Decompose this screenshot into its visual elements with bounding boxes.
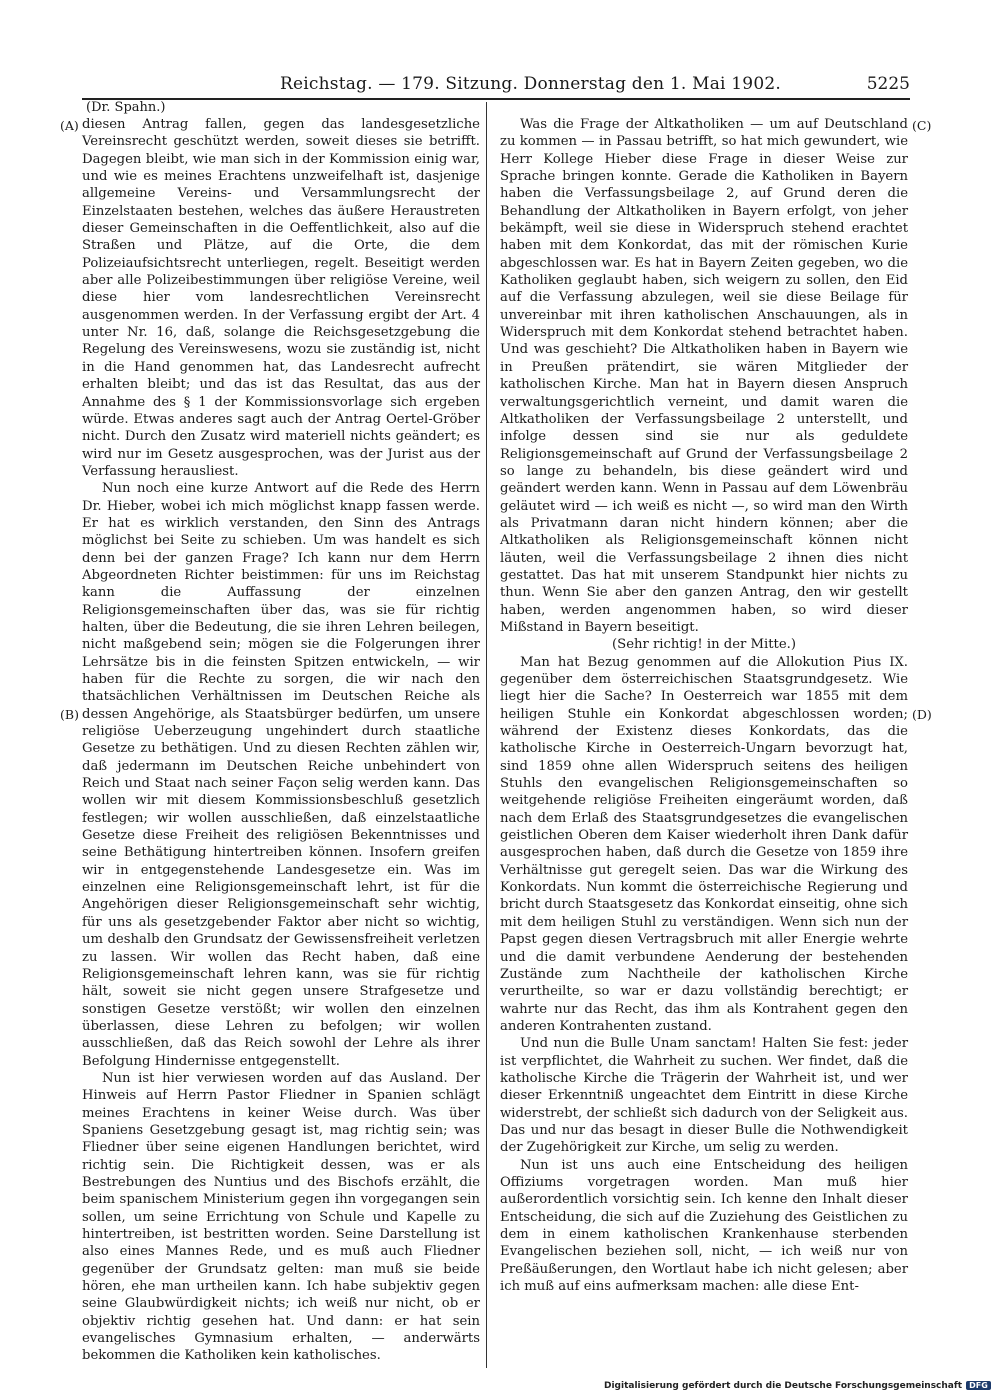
- paragraph: Nun noch eine kurze Antwort auf die Rede des Herrn Dr. Hieber, wobei ich mich möglichst knapp fassen werde. Er hat es wirklich verstanden, den Sinn des Antrags möglichst bei Seite zu schieben. Um was handelt es sich denn bei der ganzen Frage? Ich kann nur dem Herrn Abgeordneten Richter beistimmen: für uns im Reichstag kann die Auffassung der einzelnen Religionsgemeinschaften über das, was sie für richtig halten, über die Bedeutung, die sie ihren Lehren beilegen, nicht maßgebend sein; mögen sie die Folgerungen ihrer Lehrsätze bis in die feinsten Spitzen entwickeln, — wir haben für die Rechte zu sorgen, die wir nach den thatsächlichen Verhältnissen im Deutschen Reiche als dessen Angehörige, als Staatsbürger bedürfen, um unsere religiöse Ueberzeugung ungehindert durch staatliche Gesetze zu bethätigen. Und zu diesen Rechten zählen wir, daß jedermann im Deutschen Reiche unbehindert von Reich und Staat nach seiner Façon selig werden kann. Das wollen wir mit diesem Kommissionsbeschluß gesetzlich festlegen; wir wollen ausschließen, daß einzelstaatliche Gesetze diese Freiheit des religiösen Bekenntnisses und seine Bethätigung hintertreiben können. Insofern greifen wir in entgegenstehende Landesgesetze ein. Was im einzelnen eine Religionsgemeinschaft lehrt, ist für die Angehörigen dieser Religionsgemeinschaft sehr wichtig, für uns als gesetzgebender Faktor aber nicht so wichtig, um deshalb den Grundsatz der Gewissensfreiheit verletzen zu lassen. Wir wollen das Recht haben, daß eine Religionsgemeinschaft lehren kann, was sie für richtig hält, soweit sie nicht gegen unsere Strafgesetze und sonstigen Gesetze verstößt; wir wollen den einzelnen überlassen, diese Lehren zu befolgen; wir wollen ausschließen, daß das Reich sowohl der Lehre als ihrer Befolgung Hindernisse entgegenstellt.: [82, 481, 480, 1069]
- paragraph: diesen Antrag fallen, gegen das landesgesetzliche Vereinsrecht geschützt werden, soweit dieses sie betrifft. Dagegen bleibt, wie man sich in der Kommission einig war, und wie es meines Erachtens unzweifelhaft ist, dasjenige allgemeine Vereins- und Versammlungsrecht der Einzelstaaten bestehen, welches das äußere Heraustreten dieser Gemeinschaften in die Oeffentlichkeit, also auf die Straßen und Plätze, auf die Orte, die dem Polizeiaufsichtsrecht unterliegen, regelt. Beseitigt werden aber alle Polizeibestimmungen über religiöse Vereine, weil diese hier vom landesrechtlichen Vereinsrecht ausgenommen werden. In der Verfassung ergibt der Art. 4 unter Nr. 16, daß, solange die Reichsgesetzgebung die Regelung des Vereinswesens, wozu sie zuständig ist, nicht in die Hand genommen hat, das Landesrecht aufrecht erhalten bleibt; und das ist das Resultat, das aus der Annahme des § 1 der Kommissionsvorlage sich ergeben würde. Etwas anderes sagt auch der Antrag Oertel-Gröber nicht. Durch den Zusatz wird materiell nichts geändert; es wird nur im Gesetz ausgesprochen, was der Jurist aus der Verfassung herausliest.: [82, 117, 480, 479]
- dfg-logo: DFG: [966, 1381, 991, 1390]
- running-header: [80, 74, 910, 96]
- header-title: Reichstag. — 179. Sitzung. Donnerstag den 1. Mai 1902.: [280, 74, 781, 94]
- paragraph: Nun ist hier verwiesen worden auf das Ausland. Der Hinweis auf Herrn Pastor Fliedner in Spanien schlägt meines Erachtens in keiner Weise durch. Was über Spaniens Gesetzgebung gesagt ist, mag richtig sein; was Fliedner über seine eigenen Handlungen berichtet, wird richtig sein. Die Richtigkeit dessen, was er als Bestrebungen des Nuntius und des Bischofs erzählt, die beim spanischem Ministerium gegen ihn vorgegangen sein sollen, um seine Errichtung von Schule und Kapelle zu hintertreiben, ist bestritten worden. Seine Darstellung ist also eines Mannes Rede, und es muß auch Fliedner gegenüber der Grundsatz gelten: man muß sie beide hören, ehe man urtheilen kann. Ich habe subjektiv gegen seine Glaubwürdigkeit nichts; ich weiß nur nicht, ob er objektiv richtig gesehen hat. Und dann: er hat sein evangelisches Gymnasium erhalten, — anderwärts bekommen die Katholiken kein katholisches.: [82, 1070, 480, 1364]
- footer: [604, 1381, 991, 1391]
- margin-label-a: (A): [60, 118, 79, 133]
- margin-label-c: (C): [912, 118, 932, 133]
- right-column: [500, 116, 908, 1295]
- margin-label-b: (B): [60, 707, 79, 722]
- header-rule: [82, 98, 910, 100]
- page-number: 5225: [866, 74, 910, 94]
- left-column: [82, 116, 480, 1365]
- interjection: (Sehr richtig! in der Mitte.): [612, 637, 796, 653]
- speaker-name: (Dr. Spahn.): [86, 100, 166, 115]
- column-divider: [486, 102, 487, 1368]
- paragraph: Was die Frage der Altkatholiken — um auf Deutschland zu kommen — in Passau betrifft, so hat mich gewundert, wie Herr Kollege Hieber diese Frage in dieser Weise zur Sprache bringen konnte. Gerade die Katholiken in Bayern haben die Verfassungsbeilage 2, auf Grund deren die Behandlung der Altkatholiken in Bayern erfolgt, von jeher bekämpft, weil sie diese in Widerspruch stehend erachtet haben mit dem Konkordat, das mit der römischen Kurie abgeschlossen war. Es hat in Bayern Zeiten gegeben, wo die Katholiken geglaubt haben, sich weigern zu sollen, den Eid auf die Verfassung abzulegen, weil sie diese Beilage für unvereinbar mit ihren katholischen Anschauungen, als in Widerspruch mit dem Konkordat stehend betrachtet haben. Und was geschieht? Die Altkatholiken haben in Bayern wie in Preußen prätendirt, sie wären Mitglieder der katholischen Kirche. Man hat in Bayern diesen Anspruch verwaltungsgerichtlich verneint, und damit waren die Altkatholiken der Verfassungsbeilage 2 unterstellt, und infolge dessen sind sie nur als geduldete Religionsgemeinschaft auf Grund der Verfassungsbeilage 2 so lange zu behandeln, bis diese geändert wird und geändert werden kann. Wenn in Passau auf dem Löwenbräu geläutet wird — ich weiß es nicht —, so wird man den Wirth als Privatmann daran nicht hindern können; aber die Altkatholiken als Religionsgemeinschaft können nicht läuten, weil die Verfassungsbeilage 2 ihnen dies nicht gestattet. Das hat mit unserem Standpunkt hier nichts zu thun. Wenn Sie aber den ganzen Antrag, den wir gestellt haben, werden angenommen haben, so wird dieser Mißstand in Bayern beseitigt.: [500, 117, 908, 635]
- footer-text: Digitalisierung gefördert durch die Deutsche Forschungsgemeinschaft: [604, 1381, 963, 1391]
- paragraph: Nun ist uns auch eine Entscheidung des heiligen Offiziums vorgetragen worden. Man muß hier außerordentlich vorsichtig sein. Ich kenne den Inhalt dieser Entscheidung, die sich auf die Zuziehung des Geistlichen zu dem in einem katholischen Krankenhause sterbenden Evangelischen beziehen soll, nicht, — ich weiß nur von Preßäußerungen, den Wortlaut habe ich nicht gelesen; aber ich muß auf eins aufmerksam machen: alle diese Ent-: [500, 1157, 908, 1295]
- paragraph: Und nun die Bulle Unam sanctam! Halten Sie fest: jeder ist verpflichtet, die Wahrheit zu suchen. Wer findet, daß die katholische Kirche die Trägerin der Wahrheit ist, und wer dieser Erkenntniß ungeachtet dem Eintritt in diese Kirche widerstrebt, der schließt sich dadurch von der Seligkeit aus. Das und nur das besagt in dieser Bulle die Nothwendigkeit der Zugehörigkeit zur Kirche, um selig zu werden.: [500, 1036, 908, 1156]
- margin-label-d: (D): [912, 707, 932, 722]
- paragraph: Man hat Bezug genommen auf die Allokution Pius IX. gegenüber dem österreichischen Staatsgrundgesetz. Wie liegt hier die Sache? In Oesterreich war 1855 mit dem heiligen Stuhle ein Konkordat abgeschlossen worden; während der Existenz dieses Konkordats, das die katholische Kirche in Oesterreich-Ungarn bevorzugt hat, sind 1859 ohne allen Widerspruch seitens des heiligen Stuhls den evangelischen Religionsgemeinschaften so weitgehende religiöse Freiheiten eingeräumt worden, daß nach dem Erlaß des Staatsgrundgesetzes die evangelischen geistlichen Oberen dem Kaiser wiederholt ihren Dank dafür ausgesprochen haben, daß durch die Gesetze von 1859 ihre Verhältnisse gut geregelt seien. Das war die Wirkung des Konkordats. Nun kommt die österreichische Regierung und bricht durch Staatsgesetz das Konkordat einseitig, ohne sich mit dem heiligen Stuhl zu verständigen. Wenn sich nun der Papst gegen diesen Vertragsbruch mit aller Energie wehrte und die damit verbundene Aenderung der bestehenden Zustände zum Nachtheile der katholischen Kirche verurtheilte, so war er dazu vollständig berechtigt; er wahrte nur das Recht, das ihm als Kontrahent gegen den anderen Kontrahenten zustand.: [500, 654, 908, 1034]
